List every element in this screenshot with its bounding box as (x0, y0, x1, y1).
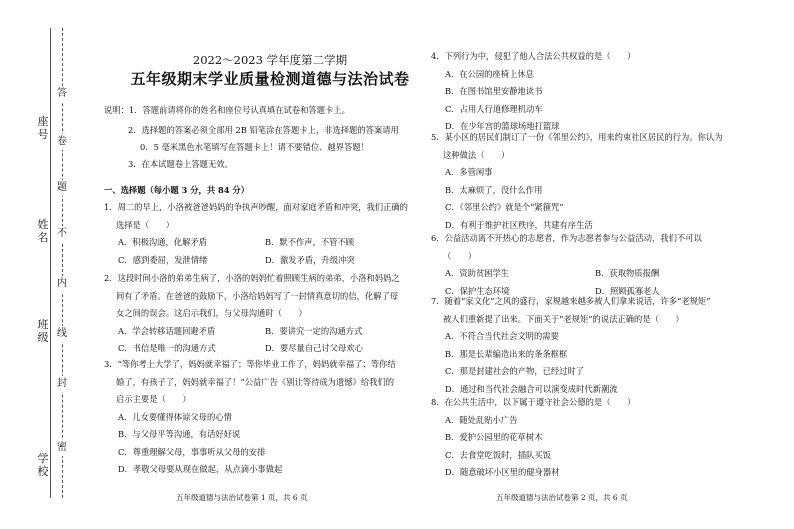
exam-year: 2022～2023 学年度第二学期 (192, 53, 348, 67)
question-1-text: 选择是（ ） (116, 219, 175, 230)
question-2-option: A．学会转移话题回避矛盾 (118, 325, 216, 336)
question-7-option: C．那是封建社会的产物，已经过时了 (445, 366, 585, 376)
instruction-2b: 0．5 毫米黑色水笔填写在答题卡上！请不要错位、越界答题！ (140, 142, 369, 152)
question-3-option: A．儿女要懂得体谅父母的心情 (118, 411, 232, 422)
school-label: 学校 (37, 452, 49, 478)
question-6-text: 6．公益活动离不开热心的志愿者，作为志愿者参与公益活动，我们不可以 (431, 233, 702, 243)
instruction-3: 3．在本试题卷上答题无效。 (128, 159, 233, 169)
binding-margin (0, 0, 80, 529)
question-8-option: A．随处乱贴小广告 (445, 414, 518, 425)
question-8-option: C．去食堂吃饭时，插队买饭 (445, 449, 551, 460)
question-1-option: A．积极沟通，化解矛盾 (118, 237, 207, 247)
question-2-option: C．书信是唯一的沟通方式 (118, 343, 216, 353)
question-4-text: 4．下列行为中，侵犯了他人合法公共权益的是（ ） (431, 51, 636, 61)
question-4-option: D．在少年宫的篮球场地打篮球 (445, 121, 560, 131)
question-5-text: 这种做法（ ） (443, 149, 510, 160)
seal-char: 内 (56, 276, 68, 292)
question-1-option: C．感到委屈，发泄情绪 (118, 254, 208, 265)
instruction-2a: 2．选择题的答案必须全部用 2B 铅笔涂在答题卡上，非选择题的答案请用 (128, 125, 399, 135)
question-5-option: D．有利于维护社区秩序，共建有序生活 (445, 219, 593, 230)
seal-char: 线 (56, 326, 68, 342)
question-8-option: B．爱护公园里的花草树木 (445, 432, 543, 442)
question-3-text: 婚了，有孩子了，妈妈就幸福了！”公益广告《别让等待成为遗憾》给我们的 (116, 376, 395, 387)
seal-char: 密 (56, 440, 68, 456)
question-1-text: 1．周二的早上，小洛被爸爸妈妈的争执声吵醒，面对家庭矛盾和冲突，我们正确的 (104, 202, 408, 212)
seal-char: 不 (56, 226, 68, 242)
question-6-option: D．照顾孤寡老人 (595, 285, 660, 296)
seal-char: 封 (56, 376, 68, 392)
question-1-option: D．激发矛盾，升级冲突 (265, 254, 355, 265)
question-7-option: B．那是长辈编造出来的条条框框 (445, 348, 568, 359)
question-5-option: C．《邻里公约》就是个“紧箍咒” (445, 202, 564, 212)
question-2-text: 女之间的误会。这启示我们，与父母沟通时（ ） (116, 308, 307, 318)
question-5-text: 5．某小区的居民们制订了一份《邻里公约》，用来约束社区居民的行为。你认为 (431, 132, 723, 142)
question-3-text: 启示主要是（ ） (116, 394, 191, 404)
question-6-option: A．资助贫困学生 (445, 268, 510, 278)
question-2-text: 间有了矛盾。在爸爸的鼓励下，小洛给妈妈写了一封情真意切的信，化解了母 (116, 290, 399, 301)
question-3-option: D．孝敬父母要从现在做起，从点滴小事做起 (118, 464, 283, 474)
question-2-text: 2．这段时间小洛的弟弟生病了，小洛的妈妈忙着照顾生病的弟弟，小洛和妈妈之 (104, 273, 400, 283)
seat-label: 座号 (37, 115, 49, 141)
question-7-option: D．通过和当代社会融合可以演变成时代新潮流 (445, 383, 618, 394)
section-1-title: 一、选择题（每小题 3 分，共 84 分） (104, 185, 250, 195)
question-5-option: B．太麻烦了，没什么作用 (445, 184, 543, 195)
name-label: 姓名 (37, 218, 49, 244)
exam-title: 五年级期末学业质量检测道德与法治试卷 (130, 70, 410, 88)
seal-char: 答 (56, 86, 68, 102)
question-3-option: B．与父母平等沟通，有话好好说 (118, 429, 241, 439)
seal-char: 题 (56, 180, 68, 196)
question-4-option: C．占用人行道修理机动车 (445, 103, 543, 114)
footer-page-1: 五年级道德与法治试卷第 1 页，共 6 页 (176, 493, 308, 502)
question-6-option: C．保护生态环境 (445, 285, 510, 296)
question-3-text: 3．“等你考上大学了，妈妈就幸福了；等你毕业工作了，妈妈就幸福了；等你结 (104, 359, 396, 369)
question-8-option: D．随意破坏小区里的健身器材 (445, 467, 560, 477)
question-4-option: A．在公园的座椅上休息 (445, 68, 534, 79)
question-7-text: 被人们重新提了出来。下面关于“老规矩”的说法正确的是（ ） (443, 313, 684, 324)
binding-line (50, 28, 51, 498)
question-6-text: （ ） (443, 250, 477, 261)
instruction-1: 说明：1．答题前请将你的姓名和座位号认真填在试卷和答题卡上。 (104, 105, 350, 115)
question-2-option: B．要讲究一定的沟通方式 (265, 325, 363, 336)
question-1-option: B．默不作声，不管不顾 (265, 237, 355, 247)
footer-page-2: 五年级道德与法治试卷第 2 页，共 6 页 (496, 493, 628, 502)
question-7-option: A．不符合当代社会文明的需要 (445, 331, 559, 341)
question-2-option: D．要尽量自己讨父母欢心 (265, 343, 363, 353)
question-5-option: A．多管闲事 (445, 167, 493, 177)
class-label: 班级 (37, 318, 49, 344)
question-6-option: B．获取物质报酬 (595, 268, 660, 278)
question-4-option: B．在图书馆里安静地读书 (445, 86, 543, 96)
question-7-text: 7．随着“家文化”之风的盛行，家规越来越多被人们拿来说话，许多“老规矩” (431, 296, 711, 306)
question-8-text: 8．在公共生活中，以下属于遵守社会公德的是（ ） (431, 397, 636, 407)
seal-char: 卷 (56, 134, 68, 150)
question-3-option: C．尊重理解父母，事事听从父母的安排 (118, 446, 266, 457)
